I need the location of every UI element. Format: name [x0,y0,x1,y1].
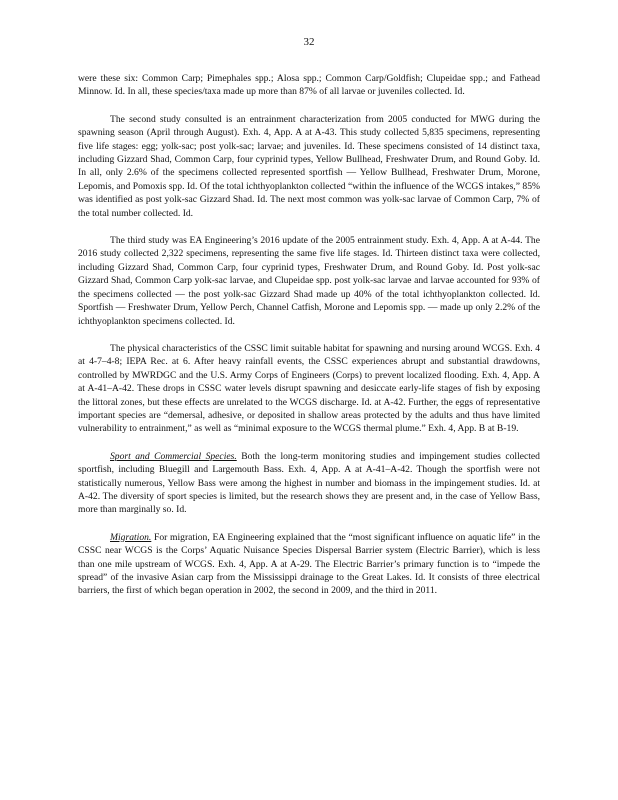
document-body [78,72,540,612]
paragraph-continued: were these six: Common Carp; Pimephales spp.; Alosa spp.; Common Carp/Goldfish; Clupeidae spp.; and Fathead Minnow. Id. In all, these species/taxa made up more than 87% of all larvae or juveniles collected. Id. [78,73,540,98]
section-migration [78,531,540,598]
paragraph-physical-characteristics: The physical characteristics of the CSSC limit suitable habitat for spawning and nursing around WCGS. Exh. 4 at 4-7–4-8; IEPA Rec. at 6. After heavy rainfall events, the CSSC experiences abrupt and substantial drawdowns, controlled by MWRDGC and the U.S. Army Corps of Engineers (Corps) to prevent localized flooding. Exh. 4, App. A at A-41–A-42. These drops in CSSC water levels disrupt spawning and desiccate early-life stages of fish by exposing the littoral zones, but these effects are unrelated to the WCGS discharge. Id. at A-42. Further, the eggs of representative important species are “demersal, adhesive, or deposited in shallow areas protected by the adults and thus have limited vulnerability to entrainment,” as well as “minimal exposure to the WCGS thermal plume.” Exh. 4, App. B at B-19. [78,342,540,435]
section-heading-sport: Sport and Commercial Species. [110,450,237,462]
paragraph-third-study: The third study was EA Engineering’s 2016 update of the 2005 entrainment study. Exh. 4, App. A at A-44. The 2016 study collected 2,322 specimens, representing the same five life stages. Id. Thirteen distinct taxa were collected, including Gizzard Shad, Common Carp, four cyprinid types, Freshwater Drum, and Round Goby. Id. Post yolk-sac Gizzard Shad, Common Carp yolk-sac larvae, and Clupeidae spp. post yolk-sac larvae and larvae accounted for 93% of the specimens collected — the post yolk-sac Gizzard Shad made up 40% of the total ichthyoplankton collected. Id. Sportfish — Freshwater Drum, Yellow Perch, Channel Catfish, Morone and Lepomis spp. — made up only 2.2% of the ichthyoplankton specimens collected. Id. [78,235,540,327]
section-heading-migration: Migration. [110,531,152,543]
page-number: 32 [303,36,315,48]
section-text-sport: Both the long-term monitoring studies and impingement studies collected sportfish, including Bluegill and Largemouth Bass. Exh. 4, App. A at A-41–A-42. Though the sportfish were not statistically numerous, Yellow Bass were among the highest in number and biomass in the impingement studies. Id. at A-42. The diversity of sport species is limited, but the research shows they are present and, in the case of Yellow Bass, more than marginally so. Id. [78,450,540,516]
section-text-migration: For migration, EA Engineering explained that the “most significant influence on aquatic life” in the CSSC near WCGS is the Corps’ Aquatic Nuisance Species Dispersal Barrier system (Electric Barrier), which is less than one mile upstream of WCGS. Exh. 4, App. A at A-29. The Electric Barrier’s primary function is to “impede the spread” of the invasive Asian carp from the Mississippi drainage to the Great Lakes. Id. It consists of three electrical barriers, the first of which began operation in 2002, the second in 2009, and the third in 2011. [78,531,540,597]
paragraph-second-study: The second study consulted is an entrainment characterization from 2005 conducted for MWG during the spawning season (April through August). Exh. 4, App. A at A-43. This study collected 5,835 specimens, representing five life stages: egg; yolk-sac; post yolk-sac; larvae; and juveniles. Id. These specimens consisted of 14 distinct taxa, including Gizzard Shad, Common Carp, four cyprinid types, Yellow Bullhead, Freshwater Drum, and Round Goby. Id. In all, only 2.6% of the specimens collected represented sportfish — Yellow Bullhead, Freshwater Drum, Morone, Lepomis, and Pomoxis spp. Id. Of the total ichthyoplankton collected “within the influence of the WCGS intakes,” 85% was identified as post yolk-sac Gizzard Shad. Id. The next most common was yolk-sac larvae of Common Carp, 7% of the total number collected. Id. [78,113,540,219]
section-sport-commercial [78,450,540,517]
